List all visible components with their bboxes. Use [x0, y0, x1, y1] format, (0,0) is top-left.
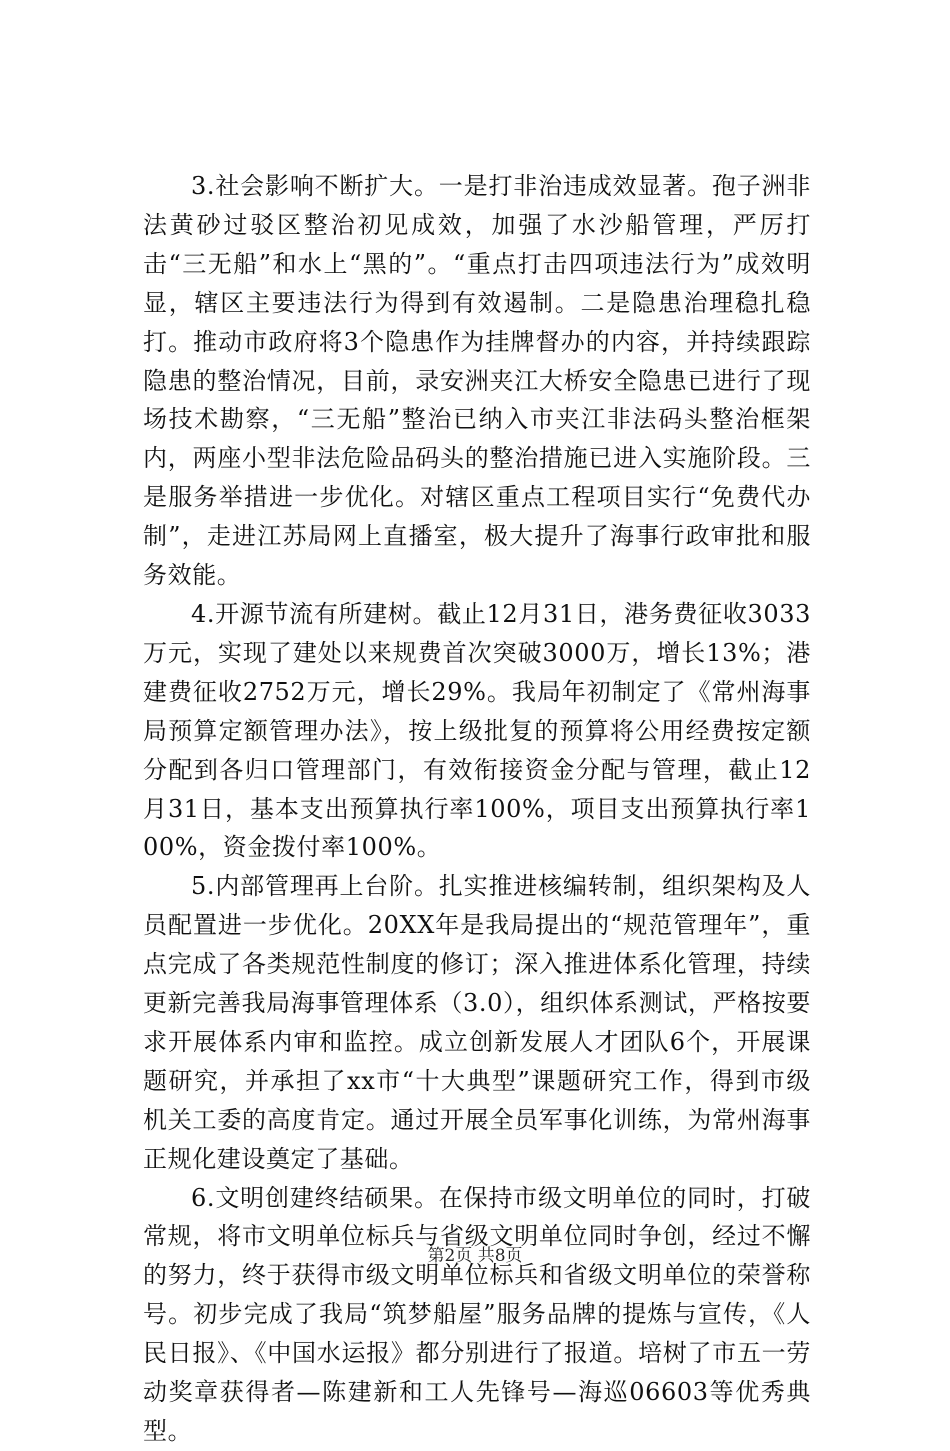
paragraph-civilization: 6.文明创建终结硕果。在保持市级文明单位的同时，打破常规，将市文明单位标兵与省级文明单位同时争创，经过不懈的努力，终于获得市级文明单位标兵和省级文明单位的荣誉称号。初步完成了我局“筑梦船屋”服务品牌的提炼与宣传，《人民日报》、《中国水运报》都分别进行了报道。培树了市五一劳动奖章获得者—陈建新和工人先锋号—海巡06603等优秀典型。 [143, 1183, 811, 1445]
paragraph-social-impact: 3.社会影响不断扩大。一是打非治违成效显著。孢子洲非法黄砂过驳区整治初见成效，加强了水沙船管理，严厉打击“三无船”和水上“黑的”。“重点打击四项违法行为”成效明显，辖区主要违法行为得到有效遏制。二是隐患治理稳扎稳打。推动市政府将3个隐患作为挂牌督办的内容，并持续跟踪隐患的整治情况，目前，录安洲夹江大桥安全隐患已进行了现场技术勘察，“三无船”整治已纳入市夹江非法码头整治框架内，两座小型非法危险品码头的整治措施已进入实施阶段。三是服务举措进一步优化。对辖区重点工程项目实行“免费代办制”，走进江苏局网上直播室，极大提升了海事行政审批和服务效能。 [143, 172, 811, 590]
paragraph-revenue: 4.开源节流有所建树。截止12月31日，港务费征收3033万元，实现了建处以来规费首次突破3000万，增长13%；港建费征收2752万元，增长29%。我局年初制定了《常州海事局预算定额管理办法》，按上级批复的预算将公用经费按定额分配到各归口管理部门，有效衔接资金分配与管理，截止12月31日，基本支出预算执行率100%，项目支出预算执行率100%，资金拨付率100%。 [143, 599, 811, 862]
page-number-footer: 第2页 共8页 [427, 1246, 523, 1266]
paragraph-internal-management: 5.内部管理再上台阶。扎实推进核编转制，组织架构及人员配置进一步优化。20XX年是我局提出的“规范管理年”，重点完成了各类规范性制度的修订；深入推进体系化管理，持续更新完善我局海事管理体系（3.0），组织体系测试，严格按要求开展体系内审和监控。成立创新发展人才团队6个，开展课题研究，并承担了xx市“十大典型”课题研究工作，得到市级机关工委的高度肯定。通过开展全员军事化训练，为常州海事正规化建设奠定了基础。 [143, 872, 811, 1173]
